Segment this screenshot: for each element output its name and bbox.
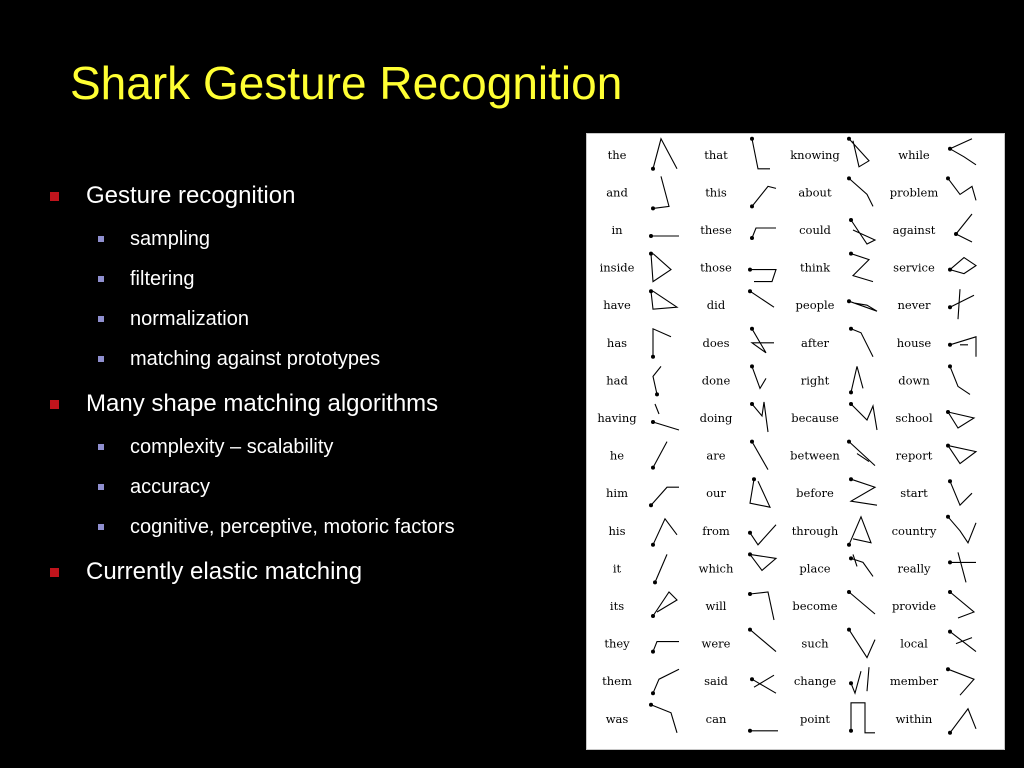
gesture-shape-icon	[954, 214, 972, 242]
gesture-word: in	[611, 223, 623, 237]
gesture-shape-icon	[750, 402, 768, 432]
gesture-word: country	[891, 523, 937, 538]
gesture-word: house	[896, 335, 932, 350]
gesture-start-dot	[948, 630, 952, 634]
sub-bullet	[86, 434, 574, 460]
gesture-start-dot	[748, 289, 752, 293]
gesture-start-dot	[651, 614, 655, 618]
gesture-word: this	[705, 185, 727, 200]
gesture-word: that	[704, 147, 728, 162]
gesture-shape-icon	[847, 517, 871, 547]
gesture-shape-icon	[748, 729, 778, 733]
gesture-start-dot	[849, 252, 853, 256]
gesture-word: our	[706, 486, 726, 501]
sub-bullet-text: accuracy	[130, 476, 211, 498]
gesture-shape-icon	[948, 337, 976, 357]
gesture-start-dot	[651, 420, 655, 424]
gesture-word: within	[895, 711, 933, 726]
gesture-word: was	[605, 711, 629, 726]
bullet-gesture-recognition	[44, 180, 574, 372]
gesture-word: these	[700, 223, 732, 237]
sub-bullet-text: complexity – scalability	[130, 436, 334, 458]
gesture-shape-icon	[948, 630, 976, 652]
gesture-word: having	[597, 411, 637, 425]
gesture-start-dot	[649, 703, 653, 707]
gesture-start-dot	[948, 731, 952, 735]
gesture-word: were	[701, 636, 731, 651]
gesture-shape-icon	[849, 402, 877, 430]
gesture-start-dot	[849, 402, 853, 406]
gesture-start-dot	[847, 137, 851, 141]
gesture-word: could	[799, 223, 831, 237]
gesture-word: him	[606, 486, 628, 501]
gesture-start-dot	[948, 147, 952, 151]
sub-bullet-text: cognitive, perceptive, motoric factors	[130, 516, 455, 538]
gesture-shape-icon	[649, 252, 671, 282]
gesture-start-dot	[651, 167, 655, 171]
sub-bullet-list	[86, 434, 574, 540]
gesture-shape-icon	[847, 299, 877, 311]
gesture-start-dot	[649, 252, 653, 256]
square-bullet-icon	[98, 276, 104, 282]
gesture-start-dot	[847, 543, 851, 547]
gesture-shape-icon	[847, 628, 875, 658]
gesture-word: did	[706, 298, 726, 313]
gesture-start-dot	[649, 289, 653, 293]
gesture-word: such	[801, 636, 829, 651]
gesture-word: through	[791, 523, 839, 538]
gesture-shape-icon	[750, 327, 774, 353]
gesture-start-dot	[847, 628, 851, 632]
gesture-start-dot	[948, 364, 952, 368]
gesture-start-dot	[752, 477, 756, 481]
bullet-elastic-matching	[44, 556, 574, 588]
square-bullet-icon	[98, 524, 104, 530]
gesture-shape-icon	[946, 176, 976, 200]
gesture-shape-icon	[651, 592, 677, 618]
gesture-shape-icon	[849, 252, 873, 282]
gesture-word: them	[602, 674, 632, 689]
square-bullet-icon	[50, 568, 59, 577]
gesture-word: member	[889, 674, 939, 689]
gesture-shape-icon	[849, 327, 873, 357]
gesture-shape-icon	[946, 667, 974, 695]
gesture-shape-icon	[948, 552, 976, 582]
gesture-start-dot	[649, 234, 653, 238]
sub-bullet-list	[86, 226, 574, 372]
gesture-shape-icon	[849, 703, 875, 733]
gesture-word: its	[609, 599, 625, 613]
gesture-word: which	[698, 561, 734, 576]
gesture-shape-icon	[750, 675, 776, 693]
gesture-shape-icon	[651, 642, 679, 654]
gesture-shape-icon	[649, 703, 677, 733]
sub-bullet-text: matching against prototypes	[130, 348, 381, 370]
sub-bullet	[86, 514, 574, 540]
gesture-word: can	[705, 711, 727, 726]
gesture-shape-icon	[750, 137, 770, 169]
gesture-start-dot	[946, 176, 950, 180]
gesture-table-svg	[587, 134, 1004, 749]
gesture-shape-icon	[748, 592, 774, 620]
gesture-start-dot	[748, 531, 752, 535]
gesture-start-dot	[750, 677, 754, 681]
gesture-shape-icon	[847, 590, 875, 614]
gesture-shape-icon	[750, 364, 766, 388]
gesture-start-dot	[847, 176, 851, 180]
gesture-shape-icon	[649, 234, 679, 238]
gesture-word: right	[800, 373, 830, 388]
gesture-word: because	[791, 411, 839, 425]
gesture-shape-icon	[748, 525, 776, 545]
gesture-shape-icon	[649, 289, 677, 309]
gesture-shape-icon	[847, 440, 875, 466]
gesture-start-dot	[948, 343, 952, 347]
gesture-word: it	[612, 561, 622, 576]
gesture-word: problem	[889, 185, 939, 200]
gesture-shape-icon	[651, 404, 679, 430]
sub-bullet-text: filtering	[130, 268, 195, 290]
gesture-word: about	[798, 185, 832, 200]
gesture-word: those	[700, 260, 732, 275]
sub-bullet-text: normalization	[130, 308, 249, 330]
gesture-shape-icon	[651, 669, 679, 695]
gesture-shape-icon	[750, 477, 770, 507]
gesture-word: before	[796, 486, 834, 501]
gesture-start-dot	[748, 268, 752, 272]
gesture-word: his	[608, 523, 626, 538]
gesture-word: are	[706, 448, 726, 463]
gesture-shape-icon	[948, 364, 970, 394]
gesture-prototype-table	[586, 133, 1005, 750]
gesture-shape-icon	[750, 228, 776, 240]
gesture-start-dot	[748, 729, 752, 733]
gesture-start-dot	[651, 543, 655, 547]
gesture-shape-icon	[948, 258, 976, 274]
gesture-word: become	[792, 599, 838, 613]
gesture-shape-icon	[651, 442, 667, 470]
sub-bullet	[86, 226, 574, 252]
bullet-text: Currently elastic matching	[86, 558, 363, 585]
gesture-word: against	[892, 223, 936, 237]
gesture-start-dot	[847, 590, 851, 594]
gesture-shape-icon	[948, 590, 974, 618]
gesture-word: school	[895, 411, 933, 425]
gesture-start-dot	[849, 390, 853, 394]
square-bullet-icon	[50, 400, 59, 409]
sub-bullet	[86, 266, 574, 292]
gesture-word: while	[898, 147, 930, 162]
gesture-word: inside	[599, 260, 635, 275]
gesture-word: start	[900, 486, 928, 501]
gesture-word: think	[799, 260, 831, 275]
gesture-start-dot	[948, 305, 952, 309]
bullet-list	[44, 180, 574, 604]
gesture-shape-icon	[748, 552, 776, 570]
gesture-shape-icon	[651, 139, 677, 171]
gesture-word: local	[900, 636, 928, 651]
gesture-start-dot	[948, 479, 952, 483]
gesture-start-dot	[849, 218, 853, 222]
gesture-word: will	[705, 599, 727, 613]
gesture-start-dot	[948, 268, 952, 272]
gesture-start-dot	[946, 515, 950, 519]
gesture-word: point	[800, 711, 830, 726]
square-bullet-icon	[98, 356, 104, 362]
gesture-shape-icon	[847, 137, 869, 167]
gesture-shape-icon	[653, 366, 661, 396]
sub-bullet	[86, 346, 574, 372]
gesture-start-dot	[847, 440, 851, 444]
gesture-word: really	[897, 561, 931, 576]
gesture-start-dot	[849, 327, 853, 331]
gesture-shape-icon	[649, 487, 679, 507]
gesture-shape-icon	[748, 628, 776, 652]
gesture-start-dot	[849, 681, 853, 685]
gesture-start-dot	[750, 236, 754, 240]
gesture-shape-icon	[653, 554, 667, 584]
gesture-shape-icon	[651, 519, 677, 547]
gesture-word: change	[793, 674, 837, 689]
gesture-shape-icon	[946, 444, 976, 464]
square-bullet-icon	[98, 316, 104, 322]
gesture-start-dot	[954, 232, 958, 236]
gesture-word: doing	[699, 411, 733, 425]
gesture-start-dot	[946, 667, 950, 671]
bullet-text: Many shape matching algorithms	[86, 390, 439, 417]
gesture-word: after	[800, 335, 830, 350]
gesture-start-dot	[651, 691, 655, 695]
gesture-word: had	[606, 373, 628, 388]
gesture-word: the	[607, 147, 627, 162]
gesture-start-dot	[748, 592, 752, 596]
gesture-word: never	[897, 298, 931, 313]
gesture-start-dot	[750, 137, 754, 141]
gesture-word: people	[795, 298, 835, 313]
square-bullet-icon	[98, 444, 104, 450]
sub-bullet	[86, 306, 574, 332]
gesture-start-dot	[651, 650, 655, 654]
gesture-start-dot	[750, 364, 754, 368]
gesture-shape-icon	[849, 667, 869, 693]
gesture-start-dot	[649, 503, 653, 507]
gesture-start-dot	[948, 590, 952, 594]
gesture-word: report	[895, 448, 933, 463]
gesture-word: down	[898, 373, 930, 388]
gesture-start-dot	[849, 729, 853, 733]
gesture-shape-icon	[849, 366, 863, 394]
gesture-word: and	[606, 185, 628, 200]
gesture-word: service	[893, 260, 935, 275]
gesture-shape-icon	[946, 410, 974, 428]
gesture-word: does	[702, 335, 730, 350]
gesture-start-dot	[847, 299, 851, 303]
square-bullet-icon	[50, 192, 59, 201]
gesture-shape-icon	[948, 289, 974, 319]
gesture-start-dot	[651, 206, 655, 210]
gesture-shape-icon	[849, 554, 873, 576]
gesture-shape-icon	[748, 289, 774, 307]
gesture-start-dot	[651, 466, 655, 470]
bullet-text: Gesture recognition	[86, 182, 296, 209]
gesture-shape-icon	[651, 176, 669, 210]
gesture-start-dot	[849, 477, 853, 481]
gesture-word: place	[799, 561, 831, 576]
gesture-word: have	[603, 298, 631, 313]
gesture-shape-icon	[748, 268, 776, 282]
gesture-start-dot	[948, 560, 952, 564]
gesture-word: knowing	[790, 147, 840, 162]
slide-title: Shark Gesture Recognition	[70, 57, 623, 109]
gesture-start-dot	[750, 402, 754, 406]
gesture-start-dot	[750, 327, 754, 331]
gesture-word: he	[609, 448, 625, 463]
gesture-word: said	[704, 674, 728, 689]
gesture-shape-icon	[948, 139, 976, 165]
gesture-word: has	[606, 335, 628, 350]
gesture-shape-icon	[948, 479, 972, 505]
gesture-start-dot	[946, 444, 950, 448]
gesture-start-dot	[748, 552, 752, 556]
gesture-shape-icon	[946, 515, 976, 543]
gesture-start-dot	[748, 628, 752, 632]
square-bullet-icon	[98, 236, 104, 242]
gesture-start-dot	[653, 580, 657, 584]
sub-bullet-text: sampling	[130, 228, 211, 250]
gesture-start-dot	[651, 355, 655, 359]
gesture-word: they	[604, 636, 630, 651]
gesture-shape-icon	[847, 176, 873, 206]
gesture-start-dot	[750, 440, 754, 444]
gesture-word: provide	[891, 599, 937, 613]
sub-bullet	[86, 474, 574, 500]
gesture-start-dot	[849, 556, 853, 560]
gesture-word: between	[790, 448, 840, 463]
square-bullet-icon	[98, 484, 104, 490]
gesture-shape-icon	[750, 186, 776, 208]
gesture-word: done	[701, 373, 731, 388]
gesture-shape-icon	[849, 477, 877, 505]
gesture-start-dot	[946, 410, 950, 414]
gesture-shape-icon	[948, 709, 976, 735]
gesture-start-dot	[750, 204, 754, 208]
gesture-word: from	[702, 523, 730, 538]
gesture-shape-icon	[651, 329, 671, 359]
gesture-shape-icon	[849, 218, 875, 244]
gesture-shape-icon	[750, 440, 768, 470]
gesture-start-dot	[655, 392, 659, 396]
bullet-shape-matching	[44, 388, 574, 540]
